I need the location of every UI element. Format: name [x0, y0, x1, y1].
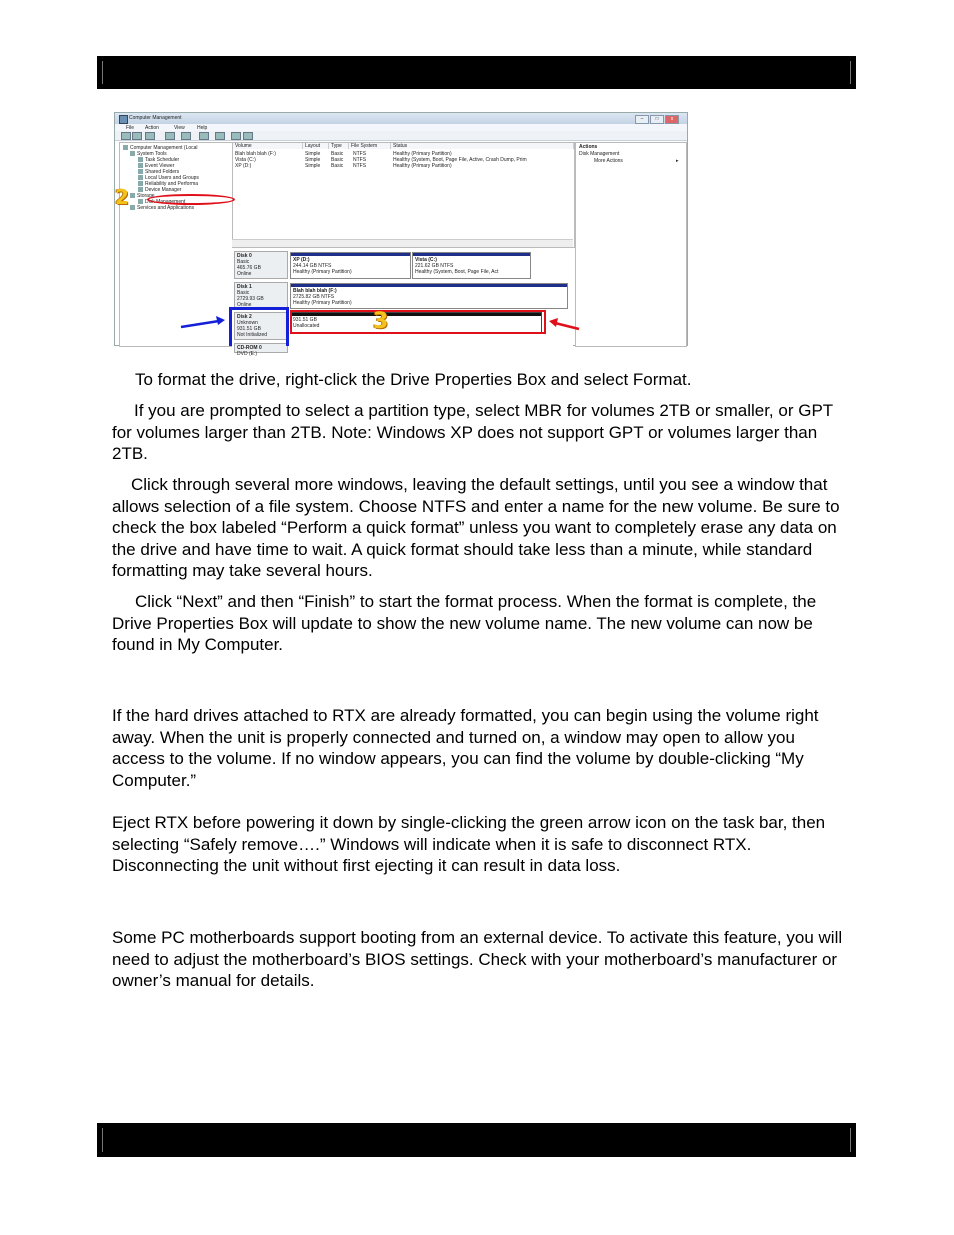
close-icon: x: [665, 115, 679, 124]
callout-arrows: [115, 113, 689, 347]
paragraph-finish: Click “Next” and then “Finish” to start the format process. When the format is complete, the Drive Properties Box will update to show the new volume name. The new volume can now be found in My Computer.: [112, 592, 817, 654]
disk-0-info: Disk 0 Basic 465.76 GB Online: [234, 251, 288, 279]
header-bar-mark-right: [850, 61, 851, 84]
footer-bar-mark-left: [102, 1128, 103, 1152]
drive-properties-box: 931.51 GB Unallocated: [290, 312, 542, 334]
callout-3: 3: [373, 309, 389, 334]
footer-bar-mark-right: [850, 1128, 851, 1152]
disk-1-info: Disk 1 Basic 2729.93 GB Online: [234, 282, 288, 309]
red-arrow-head: [549, 318, 558, 327]
menu-view: View: [174, 125, 185, 131]
column-header: File System: [349, 143, 391, 149]
minimize-icon: –: [635, 115, 649, 124]
header-bar-mark-left: [102, 61, 103, 84]
tree-item: Event Viewer: [138, 163, 174, 169]
red-arrow: [555, 323, 579, 329]
tree-item: Services and Applications: [130, 205, 194, 211]
type-cell: Basic: [331, 163, 344, 169]
volume-cell: Blah blah blah (F:): [235, 151, 276, 157]
type-cell: Basic: [331, 151, 344, 157]
window-title: Computer Management: [129, 115, 182, 121]
blue-arrow: [181, 321, 219, 327]
tree-item: Computer Management (Local: [123, 145, 198, 151]
tree-item: Task Scheduler: [138, 157, 179, 163]
header-bar: [97, 56, 856, 89]
fs-cell: NTFS: [353, 157, 367, 163]
tree-item: Local Users and Groups: [138, 175, 199, 181]
type-cell: Basic: [331, 157, 344, 163]
tree-item: Storage: [130, 193, 155, 199]
tree-item: System Tools: [130, 151, 167, 157]
menu-action: Action: [145, 125, 159, 131]
footer-bar: [97, 1123, 856, 1157]
layout-cell: Simple: [305, 163, 321, 169]
actions-header: Actions: [579, 144, 598, 150]
layout-cell: Simple: [305, 151, 321, 157]
paragraph-file-system: Click through several more windows, leaving the default settings, until you see a window that allows selection of a file system. Choose NTFS and enter a name for the new volume. Be sure to check the box labeled “Perform a quick format” unless you want to completely erase any data on the drive and have time to wait. A quick format should take less than a minute, while standard formatting may take several hours.: [112, 475, 840, 580]
status-cell: Healthy (System, Boot, Page File, Active, Crash Dump, Prim: [393, 157, 527, 163]
tree-item: Reliability and Performa: [138, 181, 198, 187]
paragraph-eject: Eject RTX before powering it down by single-clicking the green arrow icon on the task bar, then selecting “Safely remove….” Windows will indicate when it is safe to disconnect RTX. Disconnecting the unit without first ejecting it can result in data loss.: [112, 813, 826, 875]
volume-cell: XP (D:): [235, 163, 252, 169]
tree-item: Shared Folders: [138, 169, 179, 175]
fs-cell: NTFS: [353, 163, 367, 169]
cd-rom-info: CD-ROM 0 DVD (E:): [234, 343, 288, 353]
disk-management-screenshot: [114, 112, 688, 357]
menu-help: Help: [197, 125, 208, 131]
status-cell: Healthy (Primary Partition): [393, 151, 452, 157]
callout-2: 2: [115, 185, 129, 209]
partition-vista: Vista (C:) 221.62 GB NTFS Healthy (System, Boot, Page File, Act: [412, 252, 531, 279]
disk-2-info: Disk 2 Unknown 931.51 GB Not Initialized: [234, 312, 288, 340]
status-cell: Healthy (Primary Partition): [393, 163, 452, 169]
fs-cell: NTFS: [353, 151, 367, 157]
paragraph-using-volume: If the hard drives attached to RTX are already formatted, you can begin using the volume right away. When the unit is properly connected and turned on, a window may open to allow you access to the volume. If no window appears, you can find the volume by double-clicking “My Computer.”: [112, 706, 819, 790]
paragraph-partition-type: If you are prompted to select a partition type, select MBR for volumes 2TB or smaller, or GPT for volumes larger than 2TB. Note: Windows XP does not support GPT or volumes larger than 2TB.: [112, 401, 833, 463]
arrow-right-icon: ▸: [676, 158, 679, 164]
paragraph-format-drive: To format the drive, right-click the Drive Properties Box and select Format.: [135, 370, 692, 389]
volume-cell: Vista (C:): [235, 157, 256, 163]
blue-arrow-head: [216, 316, 225, 325]
column-header: Status: [391, 143, 574, 149]
menu-file: File: [126, 125, 135, 131]
maximize-icon: □: [650, 115, 664, 124]
column-header: Volume: [233, 143, 303, 149]
partition-blah: Blah blah blah (F:) 2725.82 GB NTFS Healthy (Primary Partition): [290, 283, 568, 309]
tree-item: Device Manager: [138, 187, 181, 193]
layout-cell: Simple: [305, 157, 321, 163]
column-header: Layout: [303, 143, 329, 149]
partition-xp: XP (D:) 244.14 GB NTFS Healthy (Primary Partition): [290, 252, 411, 279]
more-actions: More Actions: [594, 158, 623, 164]
paragraph-booting: Some PC motherboards support booting from an external device. To activate this feature, you will need to adjust the motherboard’s BIOS settings. Check with your motherboard’s manufacturer or owner’s manual for details.: [112, 928, 843, 990]
actions-item: Disk Management: [579, 151, 620, 157]
tree-item-disk-management: Disk Management: [138, 199, 185, 205]
column-header: Type: [329, 143, 349, 149]
